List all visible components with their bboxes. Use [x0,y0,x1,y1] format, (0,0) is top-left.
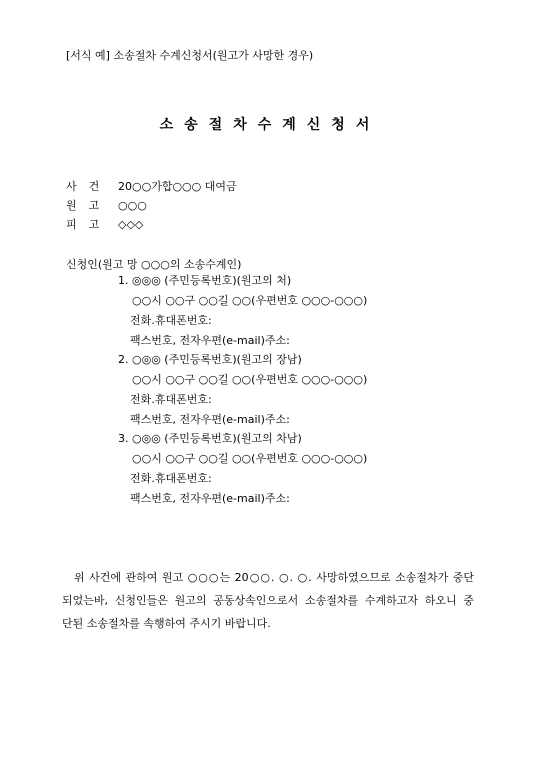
applicant-address: ○○시 ○○구 ○○길 ○○(우편번호 ○○○-○○○) [132,294,368,307]
applicant-block-1 [118,271,367,351]
applicants-heading: 신청인(원고 망 ○○○의 소송수계인) [66,258,242,271]
applicant-fax-email: 팩스번호, 전자우편(e-mail)주소: [130,413,290,426]
applicant-address: ○○시 ○○구 ○○길 ○○(우편번호 ○○○-○○○) [132,452,368,465]
applicant-phone: 전화․휴대폰번호: [130,472,212,485]
case-number-value: 20○○가합○○○ 대여금 [118,180,237,193]
applicant-phone: 전화․휴대폰번호: [130,314,212,327]
case-number-row [66,178,237,194]
applicant-phone: 전화․휴대폰번호: [130,393,212,406]
applicant-block-3 [118,429,367,509]
defendant-value: ◇◇◇ [118,218,144,231]
applicant-block-2 [118,350,367,430]
body-line-1: 위 사건에 관하여 원고 ○○○는 20○○. ○. ○. 사망하였으므로 소송절차가 중단 [74,571,474,584]
plaintiff-row [66,197,147,213]
applicant-address: ○○시 ○○구 ○○길 ○○(우편번호 ○○○-○○○) [132,373,368,386]
applicant-name-line: 2. ○◎◎ (주민등록번호)(원고의 장남) [118,353,302,366]
form-example-label: [서식 예] 소송절차 수계신청서(원고가 사망한 경우) [66,49,314,62]
plaintiff-key: 원고 [66,199,112,212]
defendant-row [66,216,143,232]
applicant-fax-email: 팩스번호, 전자우편(e-mail)주소: [130,334,290,347]
case-number-key: 사건 [66,180,112,193]
body-line-3: 단된 소송절차를 속행하여 주시기 바랍니다. [62,617,271,630]
applicant-name-line: 1. ◎◎◎ (주민등록번호)(원고의 처) [118,274,292,287]
applicant-name-line: 3. ○◎◎ (주민등록번호)(원고의 차남) [118,432,302,445]
defendant-key: 피고 [66,218,112,231]
plaintiff-value: ○○○ [118,199,147,212]
request-body [62,566,474,635]
document-title: 소송절차수계신청서 [159,117,381,133]
body-line-2: 되었는바, 신청인들은 원고의 공동상속인으로서 소송절차를 수계하고자 하오니 중 [62,594,474,607]
applicant-fax-email: 팩스번호, 전자우편(e-mail)주소: [130,492,290,505]
